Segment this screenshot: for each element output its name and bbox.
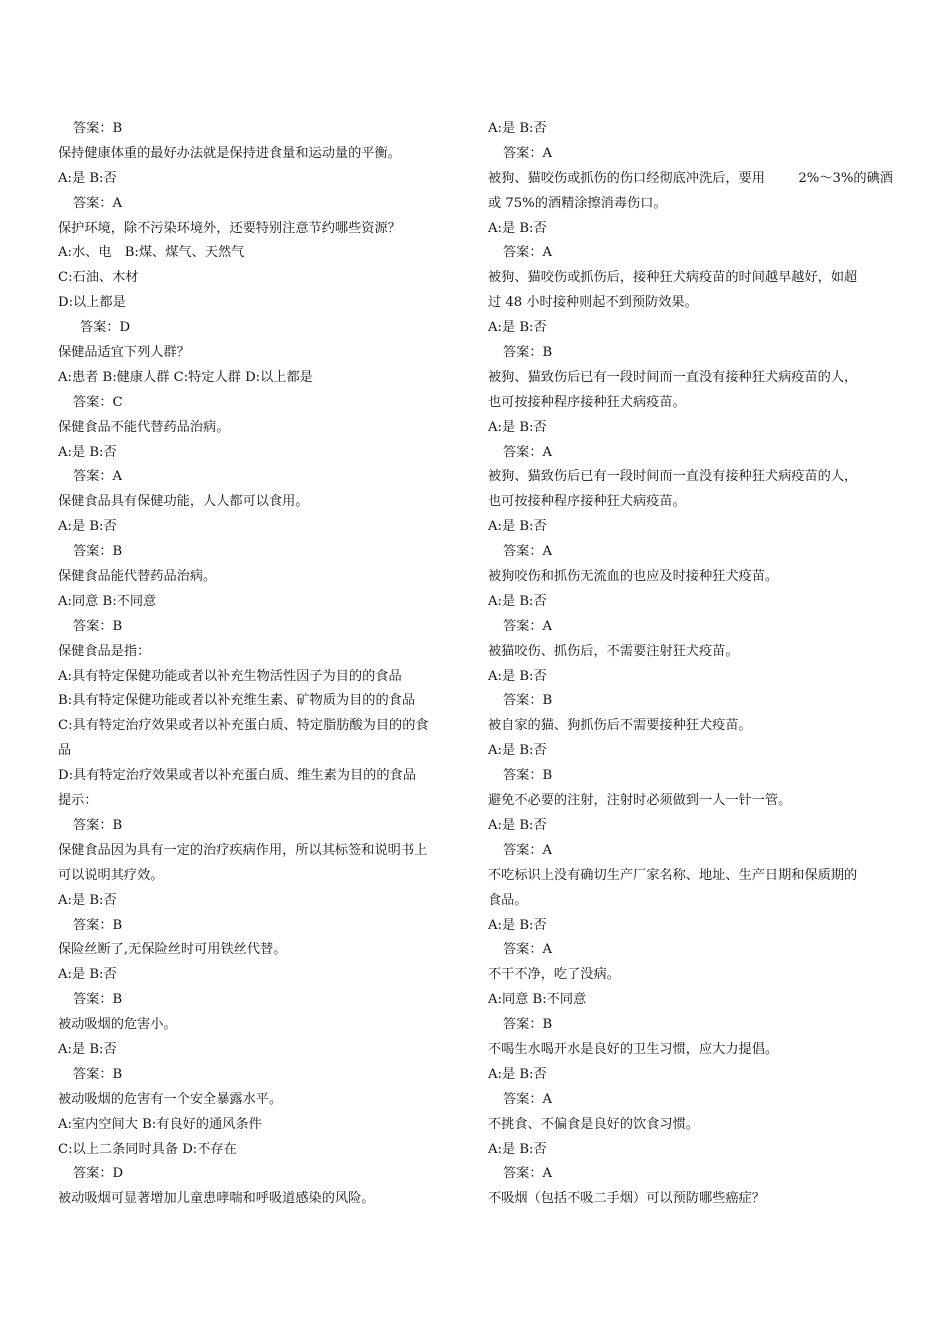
- text-line: 也可按接种程序接种狂犬病疫苗。: [488, 494, 686, 510]
- answer-line: 答案：A: [73, 469, 123, 485]
- answer-line: 答案：A: [73, 195, 123, 211]
- answer-line: 答案：B: [73, 917, 123, 933]
- text-line: 被狗、猫致伤后已有一段时间而一直没有接种狂犬病疫苗的人，: [488, 469, 858, 485]
- text-line: C:以上二条同时具备 D:不存在: [58, 1141, 237, 1157]
- answer-line: 答案：C: [73, 394, 123, 410]
- answer-line: 答案：B: [73, 817, 123, 833]
- text-line: 提示：: [58, 793, 98, 809]
- text-line: 保持健康体重的最好办法就是保持进食量和运动量的平衡。: [58, 145, 401, 161]
- text-line: 也可按接种程序接种狂犬病疫苗。: [488, 394, 686, 410]
- text-line: 保护环境，除不污染环境外，还要特别注意节约哪些资源？: [58, 220, 401, 236]
- text-line: 被动吸烟的危害有一个安全暴露水平。: [58, 1091, 283, 1107]
- text-line: [488, 167, 893, 192]
- text-line: A:是 B:否: [488, 593, 547, 609]
- text-line: A:是 B:否: [488, 743, 547, 759]
- text-line: 被动吸烟的危害小。: [58, 1017, 177, 1033]
- answer-line: 答案：A: [503, 618, 553, 634]
- text-line: A:是 B:否: [488, 220, 547, 236]
- text-line: A:是 B:否: [58, 170, 117, 186]
- answer-line: 答案：A: [503, 1166, 553, 1182]
- text-line: 食品。: [488, 892, 528, 908]
- left-column: [58, 117, 463, 1212]
- right-column: [488, 117, 893, 1212]
- text-line: 被动吸烟可显著增加儿童患哮喘和呼吸道感染的风险。: [58, 1191, 375, 1207]
- text-line: 被狗、猫致伤后已有一段时间而一直没有接种狂犬病疫苗的人，: [488, 369, 858, 385]
- answer-line: 答案：B: [503, 345, 553, 361]
- text-line: C:石油、木材: [58, 270, 139, 286]
- answer-line: 答案：B: [73, 618, 123, 634]
- text-line: 保健食品能代替药品治病。: [58, 569, 217, 585]
- text-line: A:室内空间大 B:有良好的通风条件: [58, 1116, 262, 1132]
- text-line: D:以上都是: [58, 295, 126, 311]
- text-line: 品: [58, 743, 72, 759]
- text-line: A:是 B:否: [488, 419, 547, 435]
- text-line: B:具有特定保健功能或者以补充维生素、矿物质为目的的食品: [58, 693, 416, 709]
- answer-line: 答案：A: [503, 842, 553, 858]
- answer-line: 答案：A: [503, 942, 553, 958]
- text-line: 保健食品是指：: [58, 643, 151, 659]
- text-line: 保险丝断了,无保险丝时可用铁丝代替。: [58, 942, 287, 958]
- text-line: A:患者 B:健康人群 C:特定人群 D:以上都是: [58, 369, 313, 385]
- text-line: 避免不必要的注射，注射时必须做到一人一针一管。: [488, 793, 792, 809]
- answer-line: 答案：A: [503, 1091, 553, 1107]
- answer-line: 答案：B: [73, 121, 123, 136]
- answer-line: 答案：B: [503, 768, 553, 784]
- text-line: A:水、电 B:煤、煤气、天然气: [58, 245, 245, 261]
- text-line: A:是 B:否: [488, 817, 547, 833]
- text-line: 不吃标识上没有确切生产厂家名称、地址、生产日期和保质期的: [488, 867, 858, 883]
- answer-line: 答案：B: [503, 1017, 553, 1033]
- answer-line: 答案：B: [73, 992, 123, 1008]
- text-line: 保健食品具有保健功能，人人都可以食用。: [58, 494, 309, 510]
- text-line: A:同意 B:不同意: [488, 992, 587, 1008]
- text-line: 保健品适宜下列人群？: [58, 345, 190, 361]
- text-line: D:具有特定治疗效果或者以补充蛋白质、维生素为目的的食品: [58, 768, 416, 784]
- text-line: 可以说明其疗效。: [58, 867, 164, 883]
- text-line: A:是 B:否: [488, 1066, 547, 1082]
- text-line: 过 48 小时接种则起不到预防效果。: [488, 295, 698, 311]
- text-segment: 2%～3%的碘酒: [798, 170, 893, 186]
- text-line: C:具有特定治疗效果或者以补充蛋白质、特定脂肪酸为目的的食: [58, 718, 429, 734]
- text-line: A:是 B:否: [488, 1141, 547, 1157]
- answer-line: 答案：A: [503, 245, 553, 261]
- answer-line: 答案：B: [503, 693, 553, 709]
- text-line: A:是 B:否: [488, 519, 547, 535]
- text-line: A:是 B:否: [58, 1041, 117, 1057]
- text-line: 不吸烟（包括不吸二手烟）可以预防哪些癌症？: [488, 1191, 765, 1207]
- answer-line: 答案：A: [503, 444, 553, 460]
- answer-line: 答案：A: [503, 145, 553, 161]
- text-line: A:是 B:否: [58, 444, 117, 460]
- text-line: 或 75%的酒精涂擦消毒伤口。: [488, 195, 667, 211]
- text-segment: 被狗、猫咬伤或抓伤的伤口经彻底冲洗后，要用: [488, 170, 765, 186]
- text-line: 保健食品因为具有一定的治疗疾病作用，所以其标签和说明书上: [58, 842, 428, 858]
- text-line: 被猫咬伤、抓伤后，不需要注射狂犬疫苗。: [488, 643, 739, 659]
- answer-line: 答案：B: [73, 544, 123, 560]
- answer-line: 答案：B: [73, 1066, 123, 1082]
- text-line: 不干不净，吃了没病。: [488, 967, 620, 983]
- text-line: 保健食品不能代替药品治病。: [58, 419, 230, 435]
- text-line: A:是 B:否: [488, 668, 547, 684]
- text-line: A:是 B:否: [58, 892, 117, 908]
- text-line: 被自家的猫、狗抓伤后不需要接种狂犬疫苗。: [488, 718, 752, 734]
- text-line: A:同意 B:不同意: [58, 593, 157, 609]
- text-line: 被狗咬伤和抓伤无流血的也应及时接种狂犬疫苗。: [488, 569, 779, 585]
- answer-line: 答案：A: [503, 544, 553, 560]
- text-line: A:是 B:否: [488, 917, 547, 933]
- text-line: A:是 B:否: [58, 519, 117, 535]
- text-line: A:是 B:否: [488, 121, 547, 136]
- answer-line: 答案：D: [73, 1166, 124, 1182]
- text-line: A:是 B:否: [58, 967, 117, 983]
- answer-line: 答案：D: [80, 320, 131, 336]
- text-line: A:具有特定保健功能或者以补充生物活性因子为目的的食品: [58, 668, 402, 684]
- text-line: A:是 B:否: [488, 320, 547, 336]
- text-line: 不挑食、不偏食是良好的饮食习惯。: [488, 1116, 699, 1132]
- text-line: 被狗、猫咬伤或抓伤后，接种狂犬病疫苗的时间越早越好，如超: [488, 270, 858, 286]
- text-line: 不喝生水喝开水是良好的卫生习惯，应大力提倡。: [488, 1041, 779, 1057]
